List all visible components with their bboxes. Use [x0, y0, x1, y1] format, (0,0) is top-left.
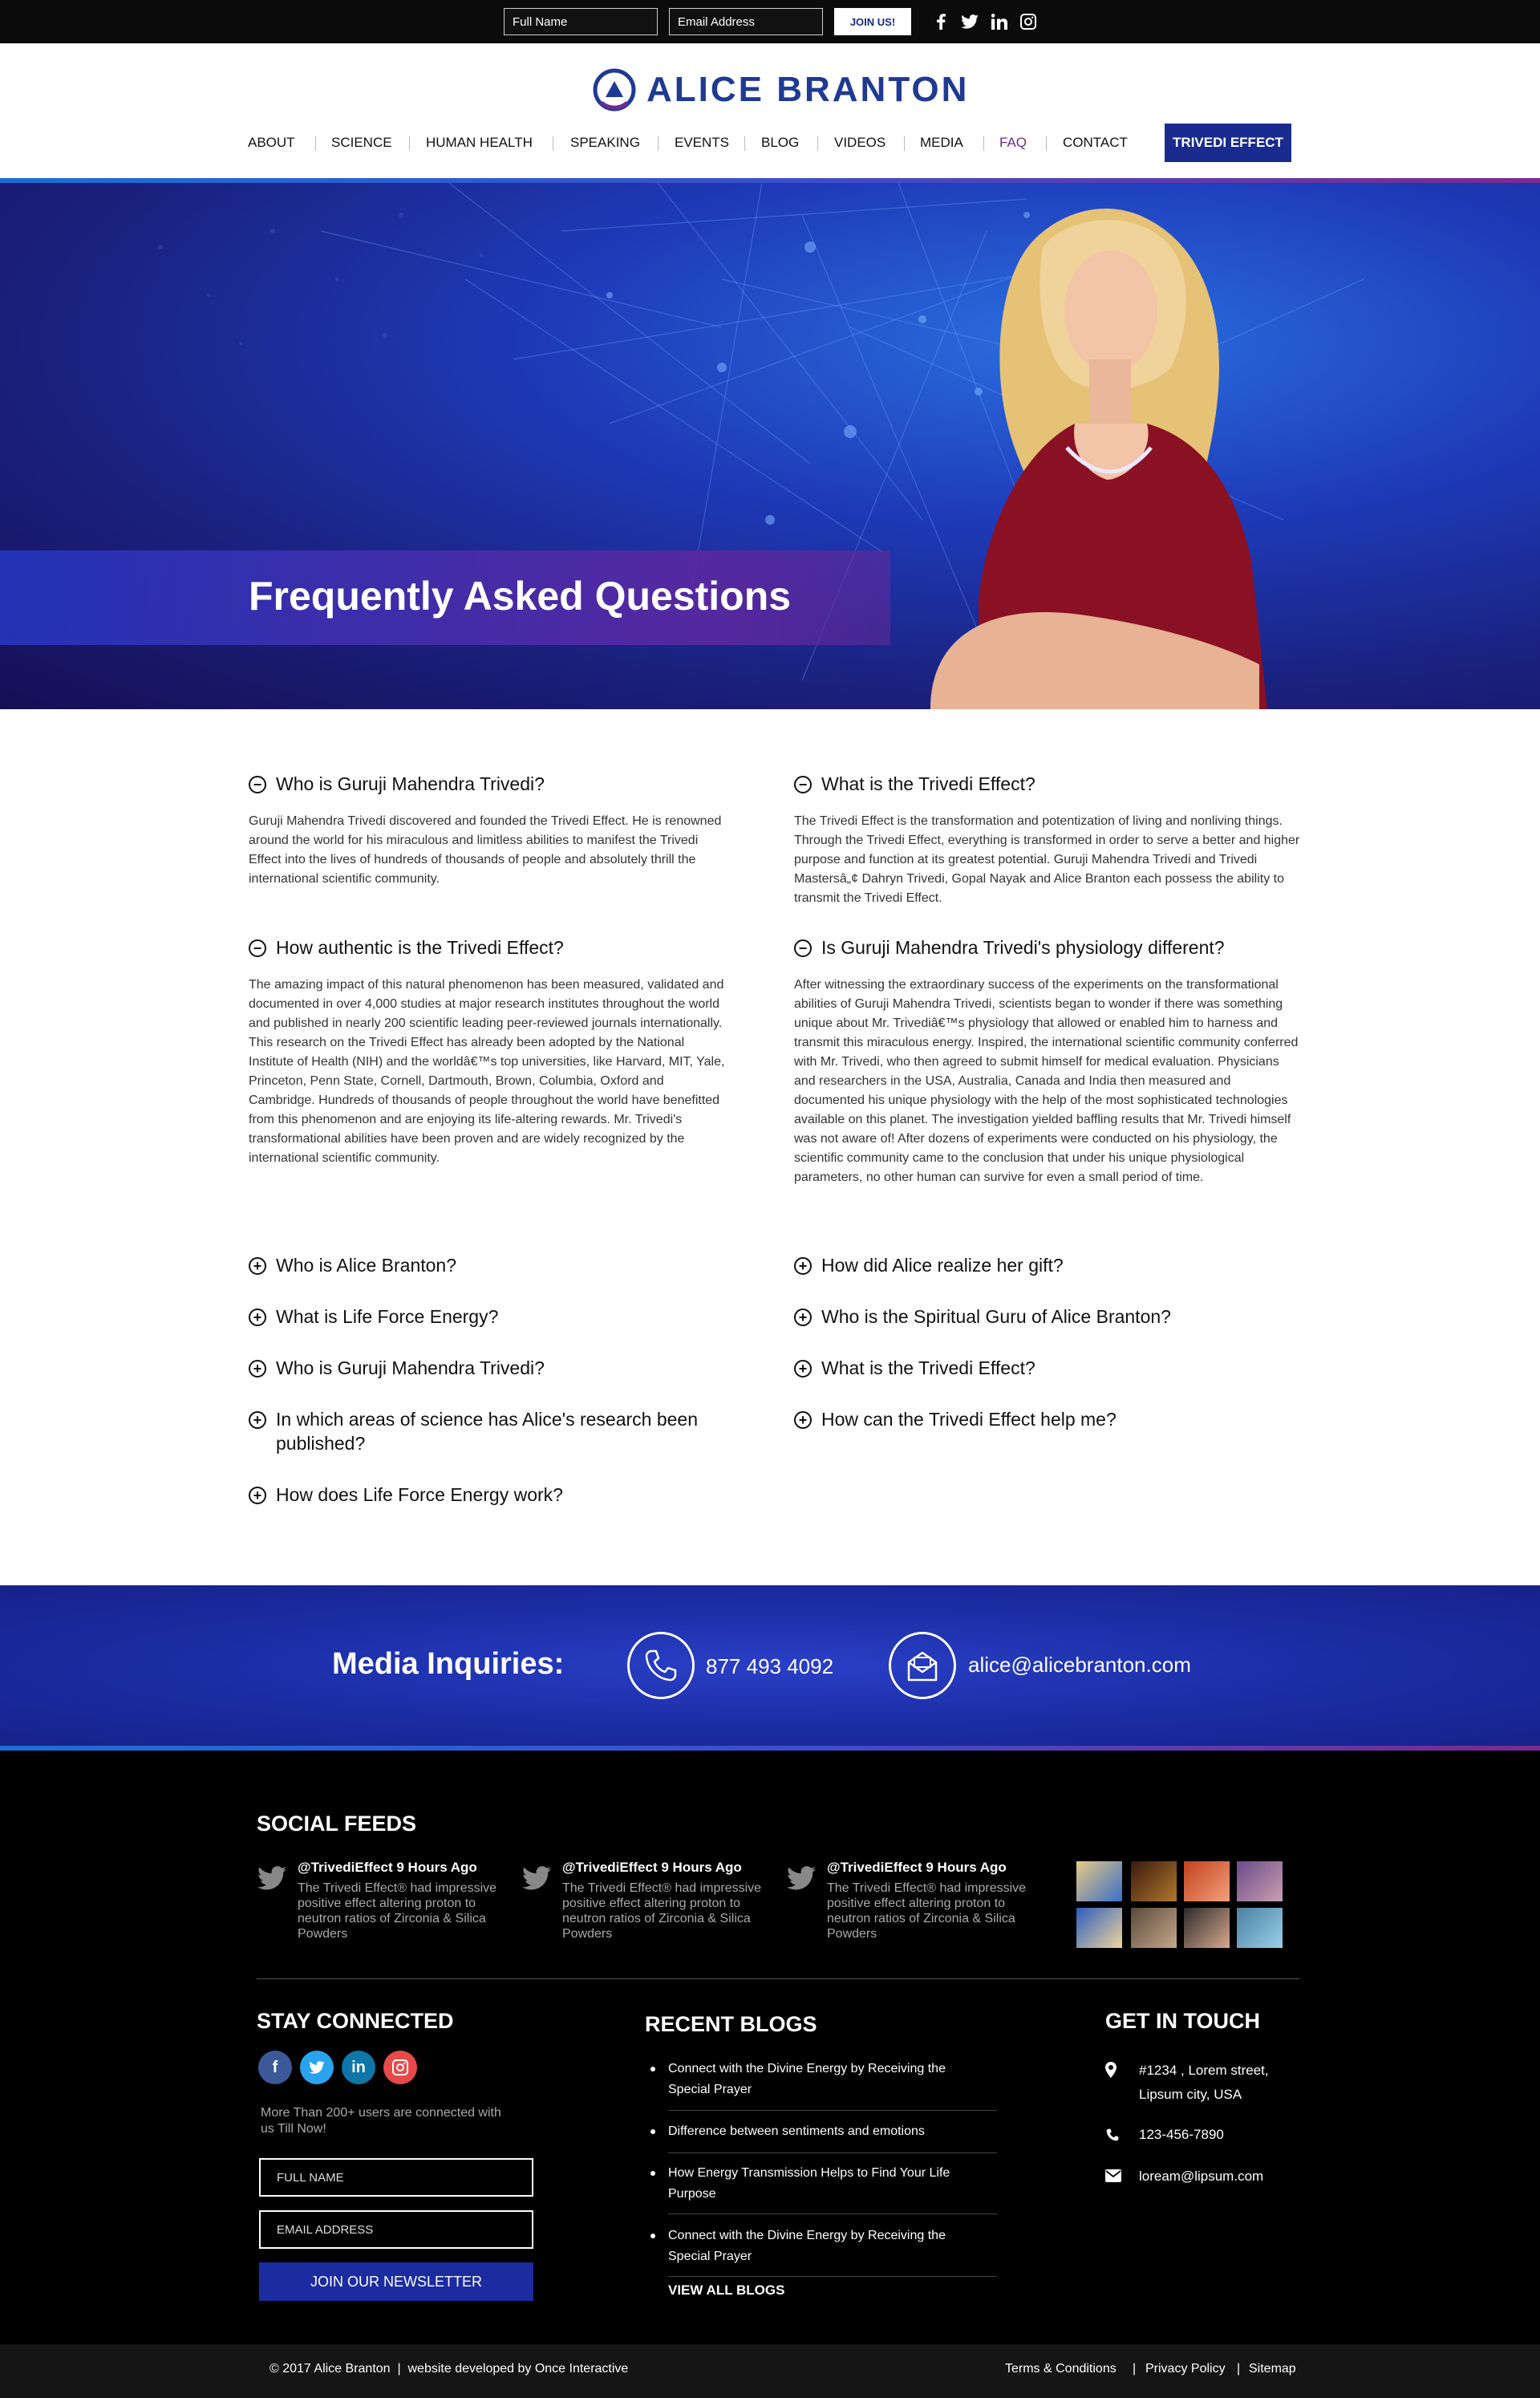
- faq-item-collapsed: [249, 1483, 730, 1507]
- nav-faq[interactable]: FAQ: [999, 135, 1027, 150]
- instagram-thumbnail[interactable]: [1184, 1861, 1230, 1901]
- instagram-thumbnail[interactable]: [1131, 1908, 1177, 1948]
- tweet-item: [257, 1860, 505, 1942]
- hero-title: Frequently Asked Questions: [249, 574, 792, 619]
- instagram-thumbnail[interactable]: [1184, 1908, 1230, 1948]
- blog-link[interactable]: Connect with the Divine Energy by Receiving the Special Prayer: [646, 2059, 989, 2100]
- twitter-bird-icon: [257, 1866, 287, 1890]
- footer-divider: [257, 1978, 1299, 1979]
- logo-text: ALICE BRANTON: [646, 70, 970, 109]
- nav-divider: [817, 136, 818, 151]
- nav-about[interactable]: ABOUT: [248, 135, 295, 150]
- expand-icon[interactable]: +: [249, 1309, 266, 1326]
- nav-divider: [904, 136, 905, 151]
- recent-blogs-title: RECENT BLOGS: [645, 2012, 817, 2036]
- collapse-icon[interactable]: −: [249, 776, 266, 793]
- faq-question-text: Who is Alice Branton?: [276, 1255, 457, 1276]
- tweet-time: 9 Hours Ago: [661, 1860, 742, 1875]
- faq-question[interactable]: [249, 772, 730, 796]
- nav-divider: [658, 136, 659, 151]
- faq-question[interactable]: [249, 1483, 730, 1507]
- topbar-full-name-input[interactable]: [504, 8, 658, 35]
- bottom-separator: |: [1237, 2362, 1241, 2376]
- nav-science[interactable]: SCIENCE: [331, 135, 392, 150]
- tweet-text: The Trivedi Effect® had impressive positive effect altering proton to neutron ratios of Zirconia & Silica Powders: [298, 1881, 497, 1941]
- collapse-icon[interactable]: −: [249, 939, 266, 957]
- expand-icon[interactable]: +: [794, 1309, 812, 1326]
- instagram-thumbnail[interactable]: [1076, 1908, 1122, 1948]
- instagram-icon[interactable]: [1019, 11, 1038, 32]
- nav-divider: [983, 136, 984, 151]
- media-email[interactable]: alice@alicebranton.com: [968, 1653, 1191, 1677]
- expand-icon[interactable]: +: [794, 1411, 812, 1429]
- faq-question-text: What is Life Force Energy?: [276, 1306, 499, 1327]
- twitter-icon[interactable]: [300, 2051, 334, 2084]
- faq-item-collapsed: [249, 1356, 730, 1380]
- join-newsletter-button[interactable]: JOIN OUR NEWSLETTER: [259, 2262, 533, 2301]
- sitemap-link[interactable]: Sitemap: [1249, 2362, 1296, 2376]
- expand-icon[interactable]: +: [249, 1360, 266, 1378]
- footer-email[interactable]: loream@lipsum.com: [1139, 2169, 1264, 2184]
- facebook-icon[interactable]: [934, 11, 948, 32]
- faq-question[interactable]: [249, 1253, 730, 1277]
- email-envelope-icon: [889, 1632, 956, 1699]
- join-us-button[interactable]: JOIN US!: [834, 8, 911, 35]
- tweet-handle[interactable]: @TrivediEffect: [562, 1860, 658, 1875]
- faq-question-text: What is the Trivedi Effect?: [821, 1357, 1035, 1378]
- main-nav: [0, 124, 1540, 162]
- stay-connected-title: STAY CONNECTED: [257, 2009, 454, 2033]
- privacy-policy-link[interactable]: Privacy Policy: [1145, 2362, 1226, 2376]
- blog-link[interactable]: Difference between sentiments and emotions: [646, 2121, 999, 2142]
- faq-item-collapsed: [794, 1253, 1275, 1277]
- faq-question[interactable]: [249, 1304, 730, 1329]
- nav-speaking[interactable]: SPEAKING: [570, 135, 640, 150]
- instagram-thumbnail[interactable]: [1237, 1861, 1283, 1901]
- expand-icon[interactable]: +: [249, 1257, 266, 1275]
- faq-question-text: Who is Guruji Mahendra Trivedi?: [276, 773, 545, 794]
- hero-banner: [0, 183, 1540, 709]
- nav-videos[interactable]: VIDEOS: [834, 135, 886, 150]
- faq-question-text: How did Alice realize her gift?: [821, 1255, 1064, 1276]
- nav-contact[interactable]: CONTACT: [1063, 135, 1128, 150]
- phone-icon: [1105, 2128, 1120, 2142]
- email-icon: [1105, 2169, 1121, 2182]
- faq-item-collapsed: [249, 1407, 714, 1455]
- tweet-time: 9 Hours Ago: [396, 1860, 477, 1875]
- site-header: [0, 43, 1540, 180]
- linkedin-icon[interactable]: [990, 11, 1009, 32]
- faq-left-column: [249, 772, 730, 889]
- phone-icon: [627, 1632, 695, 1699]
- faq-question[interactable]: [249, 935, 730, 960]
- tweet-item: [786, 1860, 1035, 1942]
- faq-answer: The amazing impact of this natural phenomenon has been measured, validated and documented in over 4,000 studies at major research institutes throughout the world and published in nearly 200 scientific leading peer-reviewed journals internationally. This research on the Trivedi Effect has already been adopted by the National Institute of Health (NIH) and the worldâ€™s top universities, like Harvard, MIT, Yale, Princeton, Penn State, Cornell, Dartmouth, Brown, Columbia, Oxford and Cambridge. Hundreds of thousands of people throughout the world have benefitted from this phenomenon and are enjoying its life-altering rewards. Mr. Trivedi's transformational abilities have been proven and are widely recognized by the international scientific community.: [249, 978, 725, 1165]
- faq-item-collapsed: [249, 1253, 730, 1277]
- faq-right-column-2: [794, 935, 1299, 1187]
- faq-question-text: How authentic is the Trivedi Effect?: [276, 937, 564, 958]
- location-pin-icon: [1105, 2062, 1116, 2078]
- faq-question[interactable]: [794, 1304, 1275, 1329]
- instagram-thumbnail[interactable]: [1131, 1861, 1177, 1901]
- nav-divider: [409, 136, 410, 151]
- blog-link[interactable]: How Energy Transmission Helps to Find Your Life Purpose: [646, 2163, 959, 2205]
- faq-answer: After witnessing the extraordinary success of the experiments on the transformational abilities of Guruji Mahendra Trivedi, scientists began to wonder if there was something unique about Mr. Trivediâ€™s physiology that allowed or enabled him to harness and transmit this miraculous energy. Inspired, the international scientific community conferred with Mr. Trivedi, who then agreed to submit himself for medical evaluation. Physicians and researchers in the USA, Australia, Canada and India then measured and documented his unique physiology with the help of the most sophisticated technologies available on this planet. The investigation yielded baffling results that Mr. Trivedi himself was not aware of! After dozens of experiments were conducted on his physiology, the scientific community came to the conclusion that under his unique physiological parameters, no other human can survive for even a small period of time.: [794, 978, 1299, 1184]
- faq-item-collapsed: [794, 1356, 1275, 1380]
- expand-icon[interactable]: +: [794, 1360, 812, 1378]
- faq-item-collapsed: [794, 1304, 1275, 1329]
- expand-icon[interactable]: +: [249, 1411, 266, 1429]
- newsletter-full-name-input[interactable]: [259, 2158, 533, 2197]
- tweet-text: The Trivedi Effect® had impressive positive effect altering proton to neutron ratios of Zirconia & Silica Powders: [562, 1881, 762, 1941]
- faq-question[interactable]: [794, 935, 1275, 960]
- nav-media[interactable]: MEDIA: [920, 135, 963, 150]
- faq-question[interactable]: [794, 1407, 1275, 1431]
- faq-answer: Guruji Mahendra Trivedi discovered and founded the Trivedi Effect. He is renowned around the world for his miraculous and limitless abilities to manifest the Trivedi Effect into the lives of hundreds of thousands of people and absolutely thrill the international scientific community.: [249, 814, 722, 886]
- faq-left-column-2: [249, 935, 730, 1168]
- faq-item-collapsed: [249, 1304, 730, 1329]
- faq-question-text: How does Life Force Energy work?: [276, 1484, 563, 1505]
- faq-question[interactable]: [249, 1407, 714, 1455]
- faq-question-text: Is Guruji Mahendra Trivedi's physiology different?: [821, 937, 1225, 958]
- linkedin-icon[interactable]: in: [342, 2051, 375, 2084]
- facebook-icon[interactable]: f: [258, 2051, 292, 2084]
- faq-question[interactable]: [249, 1356, 730, 1380]
- newsletter-email-input[interactable]: [259, 2210, 533, 2249]
- terms-link[interactable]: Terms & Conditions: [1005, 2362, 1116, 2376]
- blog-link[interactable]: Connect with the Divine Energy by Receiving the Special Prayer: [646, 2226, 989, 2267]
- faq-question-text: Who is the Spiritual Guru of Alice Branton?: [821, 1306, 1171, 1327]
- footer-phone[interactable]: 123-456-7890: [1139, 2127, 1224, 2142]
- twitter-icon[interactable]: [959, 11, 980, 32]
- portrait-image: [882, 183, 1331, 709]
- expand-icon[interactable]: +: [794, 1257, 812, 1275]
- faq-question[interactable]: [794, 1253, 1275, 1277]
- site-logo[interactable]: [592, 67, 969, 112]
- nav-trivedi-effect-button[interactable]: TRIVEDI EFFECT: [1165, 124, 1291, 162]
- nav-divider: [744, 136, 745, 151]
- footer-address: #1234 , Lorem street, Lipsum city, USA: [1139, 2063, 1269, 2102]
- blog-divider: [668, 2276, 997, 2277]
- collapse-icon[interactable]: −: [794, 939, 812, 957]
- tweet-text: The Trivedi Effect® had impressive positive effect altering proton to neutron ratios of Zirconia & Silica Powders: [827, 1881, 1027, 1941]
- bottom-separator: |: [1133, 2362, 1137, 2376]
- top-bar: [0, 0, 1540, 43]
- view-all-blogs-link[interactable]: VIEW ALL BLOGS: [668, 2282, 785, 2298]
- connected-users-text: More Than 200+ users are connected with us Till Now!: [261, 2106, 501, 2136]
- nav-divider: [315, 136, 316, 151]
- expand-icon[interactable]: +: [249, 1487, 266, 1504]
- nav-divider: [1046, 136, 1047, 151]
- copyright-text: © 2017 Alice Branton | website developed by Once Interactive: [270, 2362, 629, 2376]
- faq-question[interactable]: [794, 1356, 1275, 1380]
- tweet-item: [521, 1860, 770, 1942]
- nav-blog[interactable]: BLOG: [761, 135, 800, 150]
- topbar-email-input[interactable]: [669, 8, 823, 35]
- media-inquiries-title: Media Inquiries:: [332, 1647, 565, 1681]
- media-phone[interactable]: 877 493 4092: [706, 1654, 834, 1678]
- blog-divider: [668, 2110, 997, 2111]
- nav-events[interactable]: EVENTS: [675, 135, 730, 150]
- instagram-thumbnail[interactable]: [1076, 1861, 1122, 1901]
- collapse-icon[interactable]: −: [794, 776, 812, 793]
- bottom-bar: [0, 2344, 1540, 2398]
- logo-mark-icon: [592, 67, 637, 112]
- tweet-handle[interactable]: @TrivediEffect: [298, 1860, 393, 1875]
- faq-question[interactable]: [794, 772, 1275, 796]
- nav-human-health[interactable]: HUMAN HEALTH: [426, 135, 533, 150]
- faq-question-text: In which areas of science has Alice's research been published?: [276, 1409, 699, 1454]
- social-feeds-title: SOCIAL FEEDS: [257, 1812, 417, 1836]
- faq-answer: The Trivedi Effect is the transformation and potentization of living and nonliving things. Through the Trivedi Effect, everything is transformed in order to serve a better and higher purpose and function at its greatest potential. Guruji Mahendra Trivedi and Trivedi Mastersâ„¢ Dahryn Trivedi, Gopal Nayak and Alice Branton each possess the ability to transmit the Trivedi Effect.: [794, 814, 1300, 905]
- faq-right-column: [794, 772, 1300, 908]
- faq-question-text: What is the Trivedi Effect?: [821, 773, 1035, 794]
- instagram-thumbnail[interactable]: [1237, 1908, 1283, 1948]
- twitter-bird-icon: [521, 1866, 552, 1890]
- faq-question-text: Who is Guruji Mahendra Trivedi?: [276, 1357, 545, 1378]
- tweet-time: 9 Hours Ago: [926, 1860, 1007, 1875]
- tweet-handle[interactable]: @TrivediEffect: [827, 1860, 922, 1875]
- blog-divider: [668, 2213, 997, 2214]
- faq-question-text: How can the Trivedi Effect help me?: [821, 1409, 1116, 1430]
- get-in-touch-title: GET IN TOUCH: [1105, 2009, 1261, 2033]
- twitter-bird-icon: [786, 1866, 817, 1890]
- instagram-icon[interactable]: [383, 2051, 417, 2084]
- faq-item-collapsed: [794, 1407, 1275, 1431]
